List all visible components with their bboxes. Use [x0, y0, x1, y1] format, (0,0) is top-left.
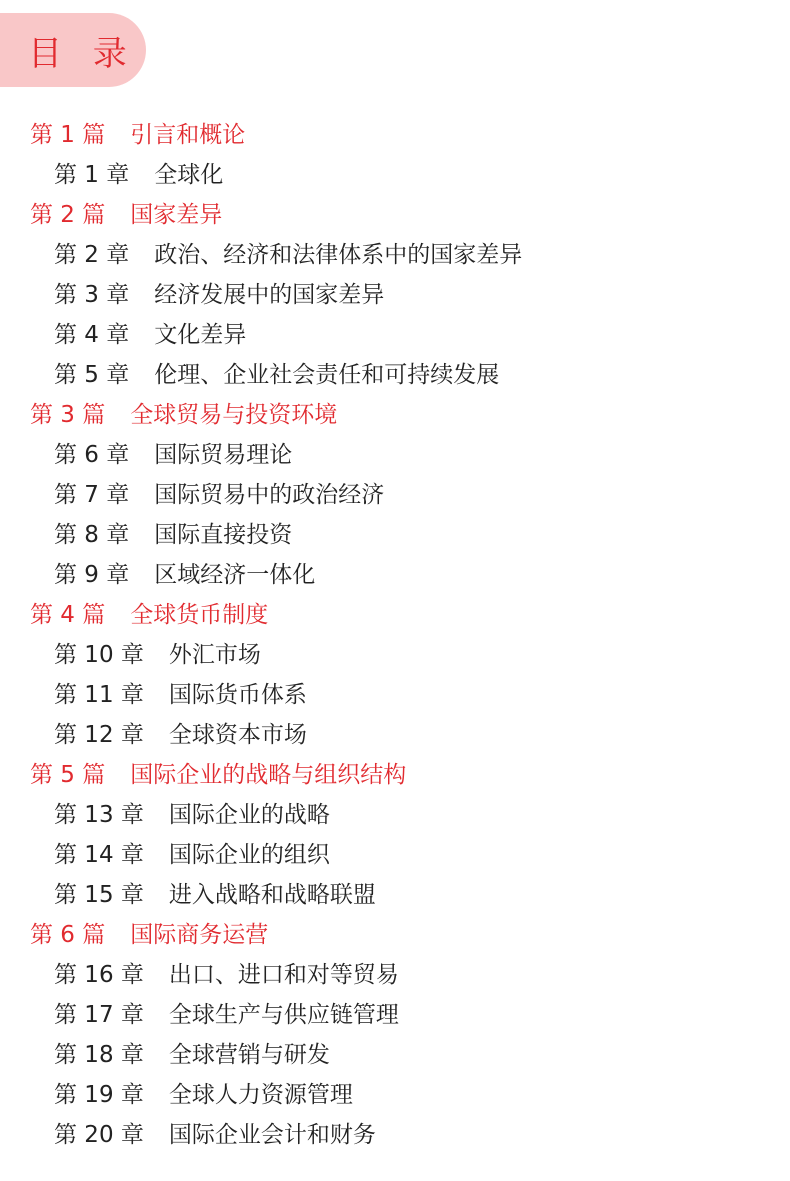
chapter-number: 第 7 章: [54, 481, 130, 508]
chapter-number: 第 19 章: [54, 1081, 144, 1108]
chapter-title: 国际企业会计和财务: [168, 1121, 376, 1148]
toc-chapter-entry[interactable]: [0, 632, 790, 672]
chapter-title: 国际贸易理论: [154, 441, 293, 468]
part-number: 第 5 篇: [30, 761, 106, 788]
chapter-title: 政治、经济和法律体系中的国家差异: [154, 241, 523, 268]
chapter-title: 国际企业的战略: [168, 801, 330, 828]
chapter-number: 第 18 章: [54, 1041, 144, 1068]
chapter-title: 出口、进口和对等贸易: [168, 961, 399, 988]
chapter-title: 全球生产与供应链管理: [168, 1001, 399, 1028]
part-title: 国际企业的战略与组织结构: [130, 761, 407, 788]
part-title: 全球货币制度: [130, 601, 269, 628]
chapter-number: 第 9 章: [54, 561, 130, 588]
toc-chapter-entry[interactable]: [0, 472, 790, 512]
toc-chapter-entry[interactable]: [0, 352, 790, 392]
chapter-title: 国际货币体系: [168, 681, 307, 708]
chapter-number: 第 12 章: [54, 721, 144, 748]
chapter-title: 文化差异: [154, 321, 247, 348]
chapter-title: 全球营销与研发: [168, 1041, 330, 1068]
part-number: 第 4 篇: [30, 601, 106, 628]
toc-chapter-entry[interactable]: [0, 152, 790, 192]
toc-chapter-entry[interactable]: [0, 232, 790, 272]
toc-part-entry[interactable]: [0, 112, 790, 152]
chapter-number: 第 4 章: [54, 321, 130, 348]
part-number: 第 2 篇: [30, 201, 106, 228]
toc-chapter-entry[interactable]: [0, 272, 790, 312]
chapter-number: 第 6 章: [54, 441, 130, 468]
chapter-number: 第 14 章: [54, 841, 144, 868]
chapter-title: 外汇市场: [168, 641, 261, 668]
chapter-title: 国际贸易中的政治经济: [154, 481, 385, 508]
toc-chapter-entry[interactable]: [0, 312, 790, 352]
toc-chapter-entry[interactable]: [0, 432, 790, 472]
toc-chapter-entry[interactable]: [0, 1032, 790, 1072]
toc-list: [0, 112, 790, 1152]
toc-header-banner: [0, 13, 146, 87]
part-number: 第 1 篇: [30, 121, 106, 148]
part-number: 第 6 篇: [30, 921, 106, 948]
part-title: 全球贸易与投资环境: [130, 401, 338, 428]
toc-chapter-entry[interactable]: [0, 832, 790, 872]
toc-part-entry[interactable]: [0, 752, 790, 792]
chapter-number: 第 8 章: [54, 521, 130, 548]
chapter-title: 全球化: [154, 161, 224, 188]
chapter-number: 第 17 章: [54, 1001, 144, 1028]
chapter-title: 进入战略和战略联盟: [168, 881, 376, 908]
chapter-number: 第 15 章: [54, 881, 144, 908]
toc-part-entry[interactable]: [0, 392, 790, 432]
toc-chapter-entry[interactable]: [0, 792, 790, 832]
toc-chapter-entry[interactable]: [0, 512, 790, 552]
chapter-title: 伦理、企业社会责任和可持续发展: [154, 361, 500, 388]
toc-chapter-entry[interactable]: [0, 872, 790, 912]
chapter-title: 全球资本市场: [168, 721, 307, 748]
toc-chapter-entry[interactable]: [0, 1112, 790, 1152]
part-title: 国家差异: [130, 201, 223, 228]
part-number: 第 3 篇: [30, 401, 106, 428]
chapter-number: 第 1 章: [54, 161, 130, 188]
toc-chapter-entry[interactable]: [0, 952, 790, 992]
chapter-title: 国际直接投资: [154, 521, 293, 548]
chapter-title: 国际企业的组织: [168, 841, 330, 868]
toc-chapter-entry[interactable]: [0, 1072, 790, 1112]
toc-chapter-entry[interactable]: [0, 712, 790, 752]
toc-part-entry[interactable]: [0, 592, 790, 632]
toc-title: 目 录: [28, 33, 137, 74]
toc-part-entry[interactable]: [0, 912, 790, 952]
toc-chapter-entry[interactable]: [0, 992, 790, 1032]
chapter-title: 区域经济一体化: [154, 561, 316, 588]
toc-part-entry[interactable]: [0, 192, 790, 232]
toc-chapter-entry[interactable]: [0, 672, 790, 712]
chapter-number: 第 10 章: [54, 641, 144, 668]
part-title: 引言和概论: [130, 121, 246, 148]
chapter-number: 第 11 章: [54, 681, 144, 708]
chapter-number: 第 3 章: [54, 281, 130, 308]
toc-chapter-entry[interactable]: [0, 552, 790, 592]
chapter-number: 第 13 章: [54, 801, 144, 828]
chapter-number: 第 20 章: [54, 1121, 144, 1148]
part-title: 国际商务运营: [130, 921, 269, 948]
chapter-title: 全球人力资源管理: [168, 1081, 353, 1108]
chapter-number: 第 5 章: [54, 361, 130, 388]
chapter-title: 经济发展中的国家差异: [154, 281, 385, 308]
chapter-number: 第 16 章: [54, 961, 144, 988]
chapter-number: 第 2 章: [54, 241, 130, 268]
